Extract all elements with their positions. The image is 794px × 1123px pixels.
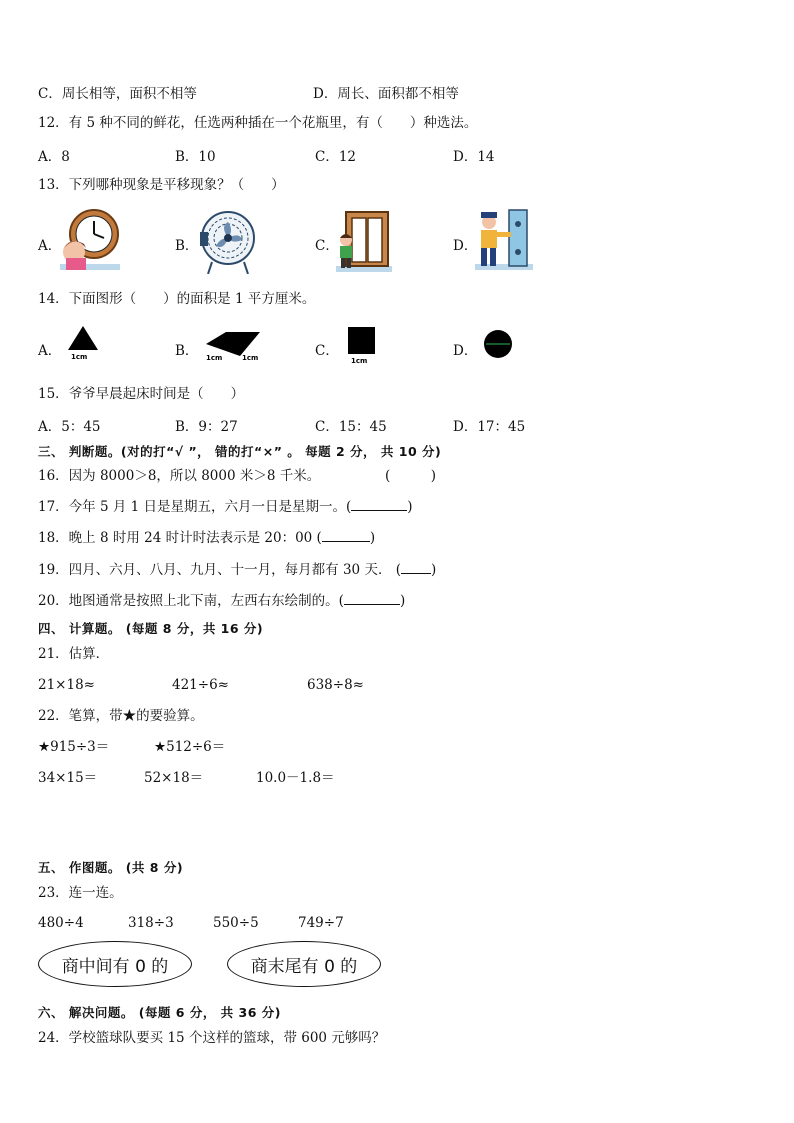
screwdriver-man-illustration	[475, 208, 533, 272]
q14-option-a: A．	[38, 343, 62, 359]
section-6-heading: 六、 解决问题。 (每题 6 分， 共 36 分)	[38, 1005, 281, 1020]
q23-expr-4[interactable]: 749÷7	[298, 915, 344, 931]
q19	[38, 561, 436, 579]
q21-expr-1: 21×18≈	[38, 677, 95, 693]
q20-text: 20．地图通常是按照上北下南，左西右东绘制的。(	[38, 593, 344, 609]
q14-stem: 14．下面图形（ ）的面积是 1 平方厘米。	[38, 291, 316, 307]
unit-label-a: 1cm	[71, 353, 88, 360]
q16-answer-blank[interactable]: ( )	[385, 468, 437, 484]
q13-option-d: D．	[453, 238, 478, 254]
q12-option-d: D．14	[453, 149, 495, 165]
q15-stem: 15．爷爷早晨起床时间是（ ）	[38, 386, 245, 402]
q22-expr-1: ★915÷3＝	[38, 739, 110, 755]
q17-text: 17．今年 5 月 1 日是星期五，六月一日是星期一。(	[38, 499, 352, 515]
oval-1-label: 商中间有 0 的	[61, 956, 169, 977]
q21-expr-2: 421÷6≈	[172, 677, 229, 693]
oval-quotient-middle-zero[interactable]	[38, 941, 192, 987]
q22-expr-3: 34×15＝	[38, 770, 98, 786]
q21-stem: 21．估算．	[38, 646, 110, 662]
q18	[38, 529, 375, 547]
q14-option-c: C．	[315, 343, 339, 359]
q17-answer-blank[interactable]	[351, 498, 407, 511]
oval-2-label: 商末尾有 0 的	[250, 956, 358, 977]
q19-close: )	[431, 562, 437, 578]
rhombus-shape	[204, 328, 268, 362]
q11-option-d: D．周长、面积都不相等	[313, 86, 459, 102]
q18-text: 18．晚上 8 时用 24 时计时法表示是 20：00 (	[38, 530, 322, 546]
q12-option-a: A．8	[38, 149, 70, 165]
q18-close: )	[369, 530, 376, 546]
q12-stem: 12．有 5 种不同的鲜花，任选两种插在一个花瓶里，有（ ）种选法。	[38, 115, 478, 131]
q15-option-d: D．17：45	[453, 419, 526, 435]
square-shape	[346, 325, 378, 365]
q14-option-b: B．	[175, 343, 199, 359]
section-5-heading: 五、 作图题。 (共 8 分)	[38, 860, 184, 875]
q23-expr-2[interactable]: 318÷3	[128, 915, 174, 931]
section-4-heading: 四、 计算题。 (每题 8 分，共 16 分)	[38, 621, 264, 636]
q20-close: )	[399, 593, 406, 609]
q15-option-a: A．5：45	[38, 419, 101, 435]
q17-close: )	[407, 499, 413, 515]
q14-option-d: D．	[453, 343, 478, 359]
q15-option-c: C．15：45	[315, 419, 387, 435]
circle-shape	[482, 329, 516, 361]
q16	[38, 467, 320, 485]
q16-text: 16．因为 8000＞8，所以 8000 米＞8 千米。	[38, 468, 321, 484]
q12-option-c: C．12	[315, 149, 357, 165]
q13-option-b: B．	[175, 238, 199, 254]
q17	[38, 498, 413, 516]
q19-text: 19．四月、六月、八月、九月、十一月，每月都有 30 天． (	[38, 562, 401, 578]
q20-answer-blank[interactable]	[344, 592, 400, 605]
q22-expr-4: 52×18＝	[144, 770, 204, 786]
q15-option-b: B．9：27	[175, 419, 238, 435]
section-3-heading: 三、 判断题。(对的打“√ ”， 错的打“×” 。 每题 2 分， 共 10 分)	[38, 444, 442, 459]
unit-label-c: 1cm	[351, 357, 368, 365]
q20	[38, 592, 405, 610]
q13-stem: 13．下列哪种现象是平移现象？（ ）	[38, 177, 285, 193]
clock-illustration	[60, 208, 120, 272]
oval-quotient-end-zero[interactable]	[227, 941, 381, 987]
unit-label-b2: 1cm	[242, 354, 259, 362]
q11-option-c: C．周长相等，面积不相等	[38, 86, 197, 102]
q23-expr-3[interactable]: 550÷5	[213, 915, 259, 931]
q22-stem: 22．笔算，带★的要验算。	[38, 708, 204, 724]
unit-label-b1: 1cm	[206, 354, 223, 362]
q18-answer-blank[interactable]	[322, 529, 370, 542]
q19-answer-blank[interactable]	[401, 561, 431, 574]
window-illustration	[336, 210, 392, 272]
q12-option-b: B．10	[175, 149, 216, 165]
triangle-shape	[66, 324, 100, 360]
q23-stem: 23．连一连。	[38, 885, 123, 901]
fan-illustration	[198, 204, 256, 274]
q22-expr-2: ★512÷6＝	[154, 739, 226, 755]
q21-expr-3: 638÷8≈	[307, 677, 364, 693]
q13-option-a: A．	[38, 238, 62, 254]
q23-expr-1[interactable]: 480÷4	[38, 915, 84, 931]
q13-option-c: C．	[315, 238, 339, 254]
q24-stem: 24．学校篮球队要买 15 个这样的篮球，带 600 元够吗？	[38, 1030, 386, 1046]
q22-expr-5: 10.0－1.8＝	[256, 770, 335, 786]
